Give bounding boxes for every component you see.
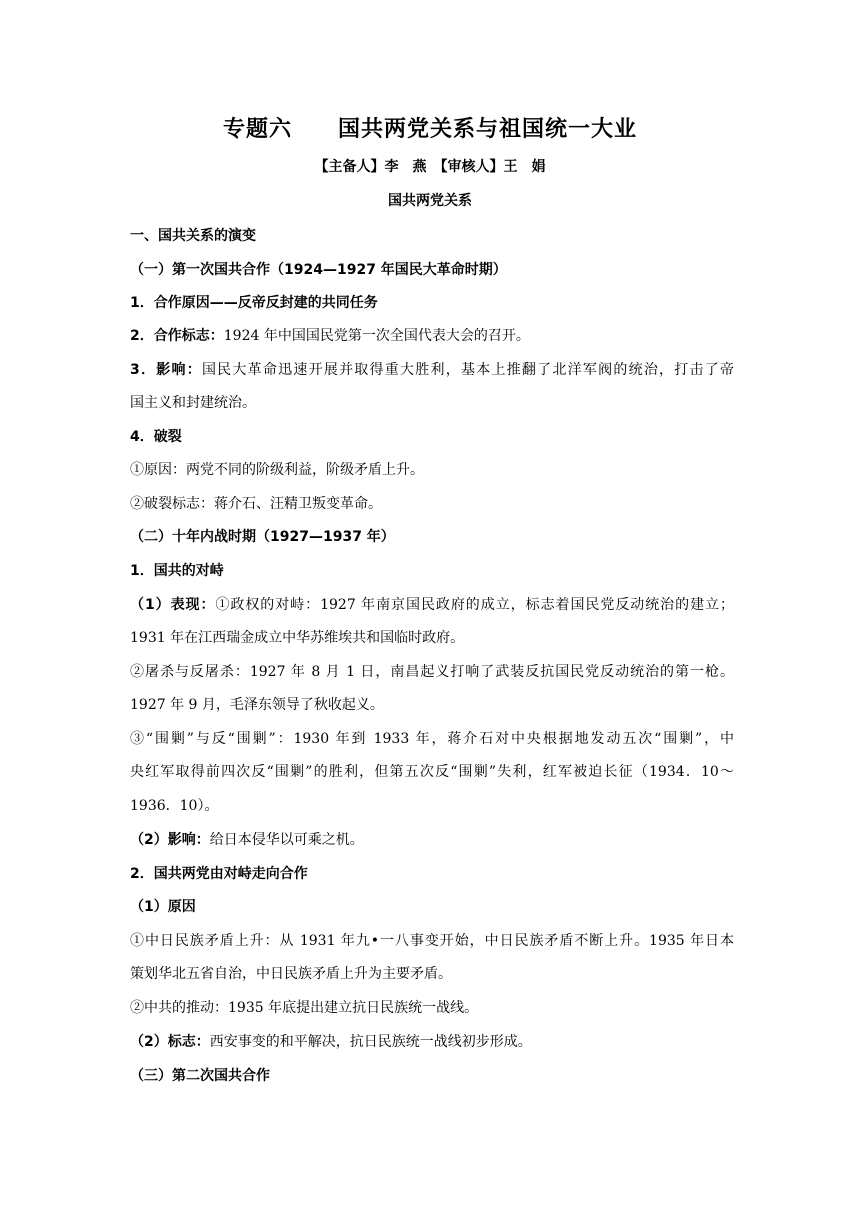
heading-1-1: （一）第一次国共合作（1924—1927 年国民大革命时期） bbox=[130, 262, 507, 278]
heading-1-2: （二）十年内战时期（1927—1937 年） bbox=[130, 529, 395, 545]
text: 西安事变的和平解决，抗日民族统一战线初步形成。 bbox=[209, 1034, 532, 1050]
text: ①政权的对峙：1927 年南京国民政府的成立，标志着国民党反动统治的建立； bbox=[215, 597, 734, 613]
text: 国民大革命迅速开展并取得重大胜利，基本上推翻了北洋军阀的统治，打击了帝 bbox=[201, 362, 734, 378]
paragraph-rupture: 4．破裂 bbox=[130, 429, 182, 445]
text: 给日本侵华以可乘之机。 bbox=[209, 832, 364, 848]
paragraph-cooperation-sign bbox=[130, 326, 734, 346]
paragraph-rupture-cause: ①原因：两党不同的阶级利益，阶级矛盾上升。 bbox=[130, 462, 424, 478]
label: 3．影响： bbox=[130, 362, 202, 378]
section-subtitle: 国共两党关系 bbox=[388, 193, 472, 209]
paragraph-encirclement-line-1: ③“围剿”与反“围剿”：1930 年到 1933 年，蒋介石对中央根据地发动五次“围剿”，中 bbox=[130, 731, 734, 747]
paragraph-rupture-sign: ②破裂标志：蒋介石、汪精卫叛变革命。 bbox=[130, 496, 382, 512]
paragraph-national-conflict-line-2: 策划华北五省自治，中日民族矛盾上升为主要矛盾。 bbox=[130, 966, 452, 982]
paragraph-encirclement-line-2: 央红军取得前四次反“围剿”的胜利，但第五次反“围剿”失利，红军被迫长征（1934．10～ bbox=[130, 764, 734, 780]
paragraph-manifestation-line-1 bbox=[130, 595, 734, 615]
label: 2．合作标志： bbox=[130, 328, 224, 344]
heading-1-3: （三）第二次国共合作 bbox=[130, 1068, 270, 1084]
paragraph-national-conflict-line-1: ①中日民族矛盾上升：从 1931 年九•一八事变开始，中日民族矛盾不断上升。1935 年日本 bbox=[130, 933, 734, 949]
text: 1924 年中国国民党第一次全国代表大会的召开。 bbox=[223, 328, 530, 344]
paragraph-influence bbox=[130, 830, 734, 850]
paragraph-towards-cooperation: 2．国共两党由对峙走向合作 bbox=[130, 866, 308, 882]
paragraph-manifestation-line-2: 1931 年在江西瑞金成立中华苏维埃共和国临时政府。 bbox=[130, 630, 465, 646]
paragraph-massacre-line-1: ②屠杀与反屠杀：1927 年 8 月 1 日，南昌起义打响了武装反抗国民党反动统治的第一枪。 bbox=[130, 664, 734, 680]
paragraph-impact-line-1 bbox=[130, 360, 734, 380]
heading-1: 一、国共关系的演变 bbox=[130, 228, 256, 244]
label: （2）标志： bbox=[130, 1034, 210, 1050]
paragraph-impact-line-2: 国主义和封建统治。 bbox=[130, 395, 256, 411]
paragraph-sign-xian bbox=[130, 1032, 734, 1052]
paragraph-encirclement-line-3: 1936．10）。 bbox=[130, 798, 219, 814]
paragraph-confrontation: 1．国共的对峙 bbox=[130, 563, 224, 579]
paragraph-causes: （1）原因 bbox=[130, 899, 196, 915]
author-credits: 【主备人】李 燕 【审核人】王 娟 bbox=[314, 159, 546, 175]
paragraph-cpc-push: ②中共的推动：1935 年底提出建立抗日民族统一战线。 bbox=[130, 1000, 479, 1016]
label: （2）影响： bbox=[130, 832, 210, 848]
paragraph-cooperation-reason: 1．合作原因——反帝反封建的共同任务 bbox=[130, 295, 378, 311]
paragraph-massacre-line-2: 1927 年 9 月，毛泽东领导了秋收起义。 bbox=[130, 697, 384, 713]
label: （1）表现： bbox=[130, 597, 216, 613]
page-title: 专题六 国共两党关系与祖国统一大业 bbox=[222, 117, 637, 142]
